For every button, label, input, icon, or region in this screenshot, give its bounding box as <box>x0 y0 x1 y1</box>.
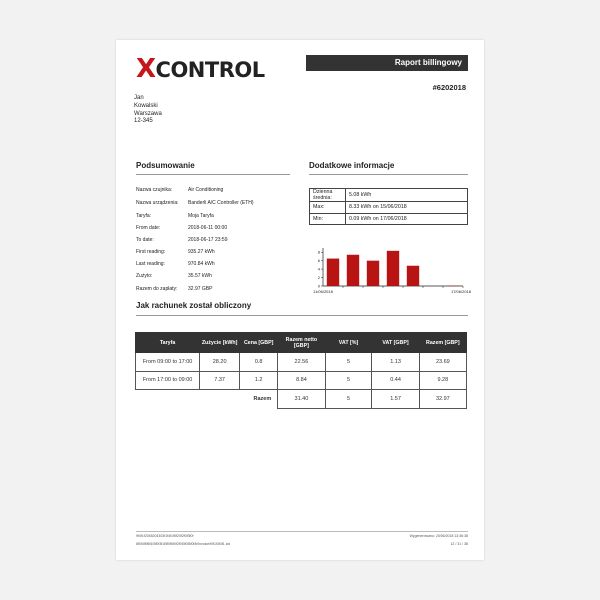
billing-report-page <box>116 40 484 560</box>
calculation-table <box>135 332 467 409</box>
customer-address <box>134 95 162 126</box>
table-row: From 17:00 to 09:00 7.37 1.2 8.84 5 0.44 9.28 <box>136 371 467 390</box>
address-line: 12-345 <box>134 118 153 125</box>
summary-row: Taryfa: Moja Taryfa <box>136 213 214 219</box>
bar <box>387 251 399 286</box>
x-tick-label: 11/06/2018 <box>313 289 333 294</box>
column-header: Razem netto [GBP] <box>278 333 325 353</box>
summary-row: Zużyto: 35.57 kWh <box>136 273 212 279</box>
column-header: Cena [GBP] <box>240 333 278 353</box>
x-tick-label: 17/06/2018 <box>450 289 472 294</box>
address-line: Jan <box>134 95 144 101</box>
bar <box>367 261 379 286</box>
summary-list <box>136 185 254 296</box>
y-tick-label: 4 <box>317 266 320 272</box>
y-tick-label: 0 <box>317 283 320 289</box>
column-header: VAT [GBP] <box>372 333 419 353</box>
footer-id: 9f4f1f2045204303f1f4f1f5f20f2f0f3f0f <box>136 534 194 538</box>
daily-usage-chart-svg <box>309 244 472 296</box>
address-line: Kowalski <box>134 102 158 109</box>
column-header: Zużycie [kWh] <box>200 333 240 353</box>
section-divider <box>136 315 468 316</box>
y-tick-label: 8 <box>317 249 320 255</box>
footer-page: 12 / 31 / 38 <box>450 542 468 546</box>
table-total-row: Razem 31.40 5 1.57 32.97 <box>136 390 467 409</box>
column-header: Razem [GBP] <box>419 333 466 353</box>
calculation-heading: Jak rachunek został obliczony <box>136 301 252 310</box>
y-tick-label: 6 <box>317 258 320 264</box>
summary-row: Nazwa czujnika: Air Conditioning <box>136 187 224 193</box>
footer-generated: Wygenerowano: 20/06/2018 13:36:38 <box>409 534 468 538</box>
info-row: Max: 8.33 kWh on 15/06/2018 <box>310 202 468 214</box>
footer-divider <box>136 531 468 532</box>
daily-usage-chart <box>309 244 472 296</box>
summary-heading: Podsumowanie <box>136 161 290 175</box>
bar <box>407 266 419 286</box>
y-tick-label: 2 <box>317 275 320 281</box>
info-table <box>309 188 468 225</box>
summary-row: From date: 2018-06-11 00:00 <box>136 225 228 231</box>
info-heading: Dodatkowe informacje <box>309 161 468 175</box>
total-label: Razem <box>253 396 272 402</box>
summary-row: To date: 2018-06-17 23:59 <box>136 237 228 243</box>
invoice-number: #6202018 <box>432 83 466 92</box>
table-header-row <box>136 333 467 353</box>
summary-row: Nazwa urządzenia: Banderli A/C Controller (ETH) <box>136 199 254 206</box>
summary-row: Razem do zapłaty: 32.97 GBP <box>136 286 213 292</box>
info-row: Min: 0.09 kWh on 17/06/2018 <box>310 213 468 225</box>
table-row: From 09:00 to 17:00 28.20 0.8 22.56 5 1.13 23.69 <box>136 353 467 372</box>
column-header: Taryfa <box>136 333 200 353</box>
summary-row: First reading: 935.27 kWh <box>136 249 215 255</box>
company-logo: XCONTROL <box>136 54 265 84</box>
report-title: Raport billingowy <box>306 55 468 71</box>
summary-row: Last reading: 970.84 kWh <box>136 261 215 267</box>
bar <box>347 255 359 286</box>
address-line: Warszawa <box>134 110 162 117</box>
bar <box>327 259 339 286</box>
info-row: Dzienna średnia: 5.08 kWh <box>310 189 468 202</box>
column-header: VAT [%] <box>325 333 372 353</box>
footer-path: 8f0f4f5f6f1f3f0f3f1f5f0f6f0f2f0f3f0f3f0f4f/invoice/f0f1f3f4f1.ixd <box>136 542 231 546</box>
